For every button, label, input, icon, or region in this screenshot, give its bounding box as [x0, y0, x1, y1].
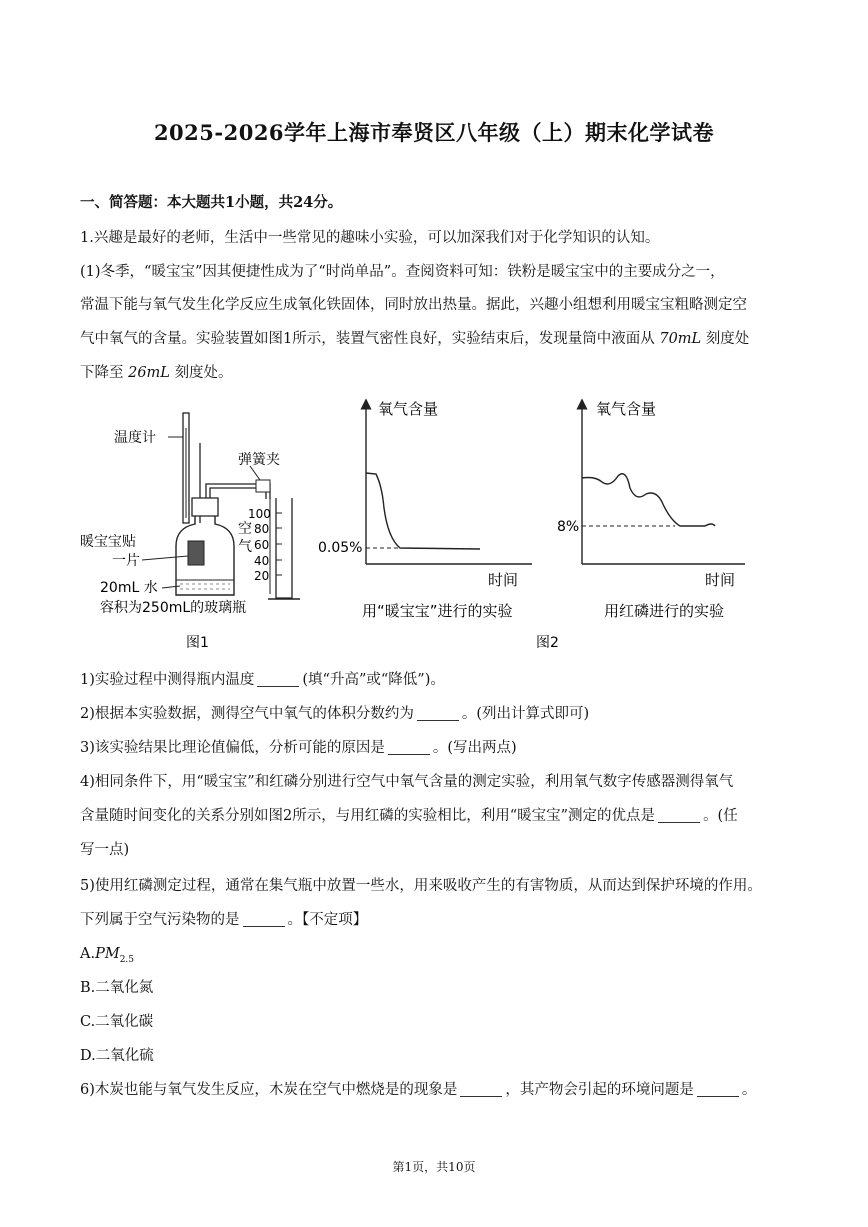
hand-warmer-pointer	[142, 556, 188, 560]
left-chart-caption: 用“暖宝宝”进行的实验	[362, 602, 513, 620]
hand-warmer-label-2: 一片	[112, 553, 140, 569]
option-a-prefix: A.	[80, 946, 96, 962]
left-chart-value-label: 0.05%	[318, 540, 363, 556]
apparatus-drawing	[80, 398, 340, 653]
right-chart-caption: 用红磷进行的实验	[604, 602, 725, 620]
right-chart-ylabel: 氧气含量	[596, 400, 657, 418]
scale-label-80: 80	[254, 522, 270, 536]
sub-question-6-middle: ，其产物会引起的环境问题是	[505, 1082, 694, 1098]
oxygen-charts-drawing	[310, 398, 790, 653]
part-1-line-1: (1)冬季，“暖宝宝”因其便捷性成为了“时尚单品”。查阅资料可知：铁粉是暖宝宝中的主要成分之一，	[80, 264, 725, 280]
sub-question-6	[80, 1080, 792, 1100]
page-footer: 第1页，共10页	[392, 1160, 476, 1174]
bottle-label: 容积为250mL的玻璃瓶	[100, 600, 247, 616]
answer-blank-2[interactable]	[417, 706, 459, 721]
sub-question-5-line-1: 5)使用红磷测定过程，通常在集气瓶中放置一些水，用来吸收产生的有害物质，从而达到保护环境的作用。	[80, 878, 762, 894]
left-chart-curve	[366, 473, 480, 549]
option-a-main: PM	[95, 946, 120, 962]
sub-question-5-line-2	[80, 910, 792, 930]
left-chart-ylabel: 氧气含量	[378, 400, 439, 418]
part-1-line-4-text: 下降至	[80, 365, 124, 381]
sub-question-4-hint: 。(任	[703, 808, 738, 824]
sub-question-2-text: 2)根据本实验数据，测得空气中氧气的体积分数约为	[80, 706, 414, 722]
glass-bottle	[176, 516, 234, 595]
figure-1-caption: 图1	[186, 635, 209, 651]
option-a-subscript: 2.5	[119, 954, 135, 965]
sub-question-2-hint: 。(列出计算式即可)	[461, 706, 590, 722]
scale-label-100: 100	[248, 507, 271, 521]
part-1-line-4-end: 刻度处。	[174, 365, 233, 381]
figure-2-charts	[310, 398, 790, 653]
page-title: 2025-2026学年上海市奉贤区八年级（上）期末化学试卷	[153, 120, 715, 145]
sub-question-1-text: 1)实验过程中测得瓶内温度	[80, 672, 255, 688]
sub-question-5-text: 下列属于空气污染物的是	[80, 912, 240, 928]
answer-blank-6[interactable]	[460, 1082, 502, 1097]
part-1-line-3-text: 气中氧气的含量。实验装置如图1所示，装置气密性良好，实验结束后，发现量筒中液面从	[80, 331, 655, 347]
volume-26ml: 26mL	[128, 365, 170, 381]
sub-question-4-line-2	[80, 806, 792, 826]
sub-question-3	[80, 738, 792, 758]
sub-question-3-hint: 。(写出两点)	[432, 740, 517, 756]
option-c[interactable]: C.二氧化碳	[80, 1014, 154, 1030]
air-label-2: 气	[238, 539, 252, 555]
option-a[interactable]	[80, 944, 792, 970]
clamp-pointer	[250, 466, 260, 480]
part-1-line-3-end: 刻度处	[705, 331, 750, 347]
answer-blank-5[interactable]	[243, 912, 285, 927]
sub-question-5-hint: 。【不定项】	[287, 912, 368, 928]
water-pointer	[162, 586, 180, 588]
scale-label-60: 60	[254, 538, 270, 552]
volume-70ml: 70mL	[659, 331, 702, 347]
sub-question-2	[80, 704, 792, 724]
option-b[interactable]: B.二氧化氮	[80, 980, 154, 996]
part-1-line-2: 常温下能与氧气发生化学反应生成氧化铁固体，同时放出热量。据此，兴趣小组想利用暖宝宝粗略测定空	[80, 297, 747, 313]
right-chart-xlabel: 时间	[705, 571, 736, 589]
hand-warmer-label-1: 暖宝宝贴	[80, 534, 136, 550]
question-1-intro: 1.兴趣是最好的老师，生活中一些常见的趣味小实验，可以加深我们对于化学知识的认知。	[80, 230, 660, 246]
right-chart-value-label: 8%	[557, 519, 580, 535]
hand-warmer-patch	[188, 541, 204, 565]
thermometer-label: 温度计	[114, 430, 156, 446]
sub-question-4-text: 含量随时间变化的关系分别如图2所示，与用红磷的实验相比，利用“暖宝宝”测定的优点是	[80, 808, 656, 824]
figure-2-caption: 图2	[536, 635, 559, 651]
sub-question-6-text: 6)木炭也能与氧气发生反应，木炭在空气中燃烧是的现象是	[80, 1082, 458, 1098]
answer-blank-4[interactable]	[658, 808, 700, 823]
option-d[interactable]: D.二氧化硫	[80, 1048, 154, 1064]
section-heading: 一、简答题：本大题共1小题，共24分。	[80, 194, 343, 211]
clamp-label: 弹簧夹	[238, 452, 280, 468]
answer-blank-3[interactable]	[388, 740, 430, 755]
sub-question-4-line-3: 写一点)	[80, 842, 130, 858]
left-chart-xlabel: 时间	[488, 571, 519, 589]
sub-question-1-hint: (填“升高”或“降低”)。	[302, 672, 445, 688]
figure-1-apparatus	[80, 398, 340, 653]
stopper	[192, 498, 218, 516]
answer-blank-7[interactable]	[697, 1082, 739, 1097]
scale-label-40: 40	[254, 554, 270, 568]
air-label-1: 空	[238, 521, 252, 537]
sub-question-6-end: 。	[741, 1082, 757, 1098]
part-1-line-4	[80, 363, 792, 383]
scale-label-20: 20	[254, 569, 270, 583]
right-chart-curve	[582, 474, 715, 526]
water-label: 20mL 水	[100, 580, 158, 596]
sub-question-1	[80, 670, 792, 690]
spring-clamp-shape	[256, 480, 270, 492]
part-1-line-3	[80, 329, 792, 349]
sub-question-4-line-1: 4)相同条件下，用“暖宝宝”和红磷分别进行空气中氧气含量的测定实验，利用氧气数字传感器测得氧气	[80, 774, 734, 790]
sub-question-3-text: 3)该实验结果比理论值偏低，分析可能的原因是	[80, 740, 385, 756]
answer-blank-1[interactable]	[257, 672, 299, 687]
